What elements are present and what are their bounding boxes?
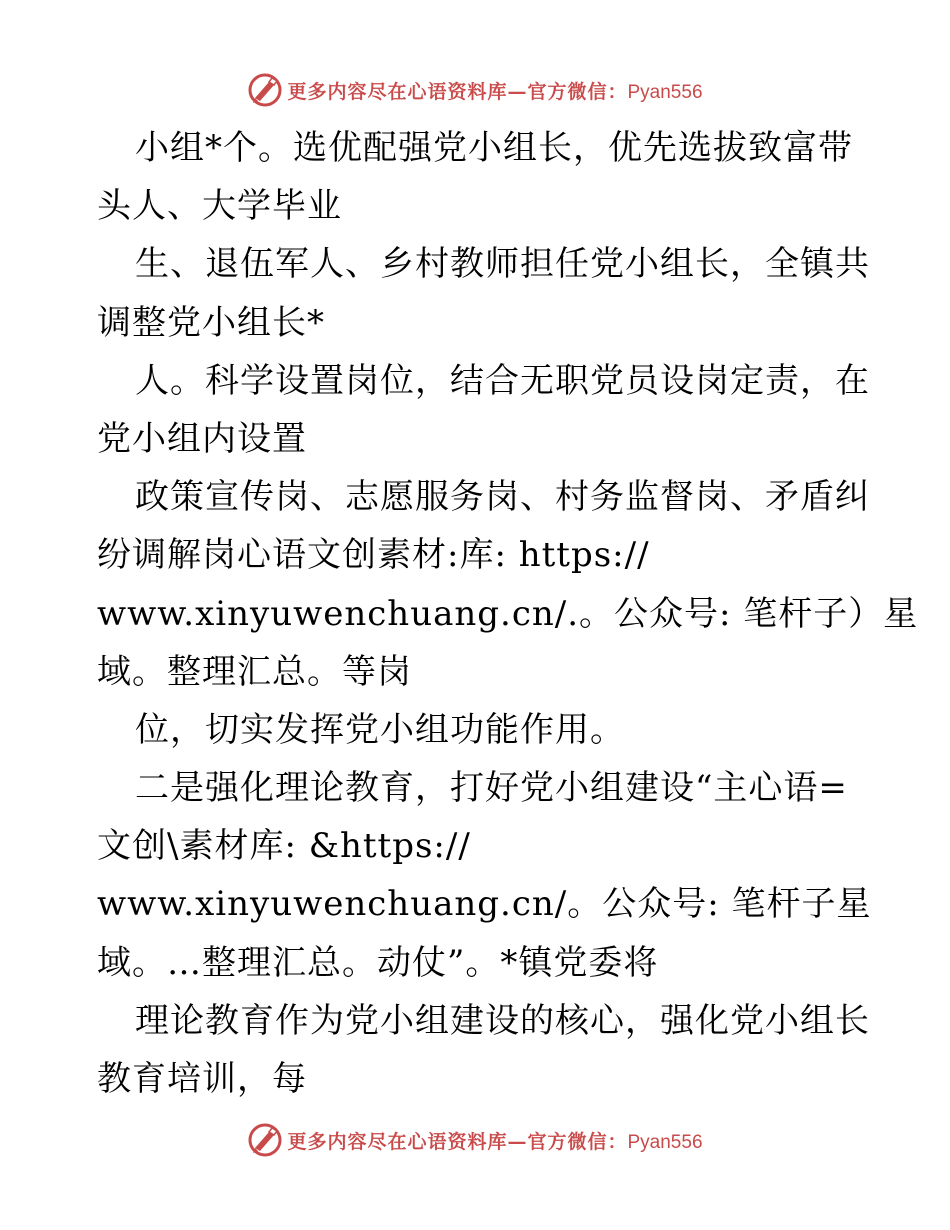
header-banner-text <box>287 77 702 104</box>
pen-logo-icon <box>247 1122 283 1158</box>
body-line-16: 理论教育作为党小组建设的核心，强化党小组长 <box>135 1000 870 1041</box>
body-line-10: 域。整理汇总。等岗 <box>97 651 412 692</box>
footer-banner-contact: Pyan556 <box>627 1131 703 1153</box>
document-body <box>97 119 919 1108</box>
body-line-7: 政策宣传岗、志愿服务岗、村务监督岗、矛盾纠 <box>135 477 870 518</box>
body-line-14: www.xinyuwenchuang.cn/。公众号: 笔杆子星 <box>97 884 872 925</box>
footer-banner-text <box>287 1127 702 1154</box>
body-line-4: 调整党小组长* <box>97 302 325 343</box>
body-line-2: 头人、大学毕业 <box>97 186 342 227</box>
body-line-15: 域。…整理汇总。动仗”。*镇党委将 <box>97 942 659 983</box>
footer-watermark-banner <box>0 1120 950 1160</box>
body-line-1: 小组*个。选优配强党小组长，优先选拔致富带 <box>135 128 853 168</box>
body-line-11: 位，切实发挥党小组功能作用。 <box>135 709 625 750</box>
header-watermark-banner <box>0 70 950 110</box>
body-line-12: 二是强化理论教育，打好党小组建设“主心语= <box>135 768 848 809</box>
body-line-8: 纷调解岗心语文创素材:库: https:// <box>97 535 650 576</box>
body-line-9: www.xinyuwenchuang.cn/.。公众号: 笔杆子）星 <box>97 593 919 634</box>
body-line-5: 人。科学设置岗位，结合无职党员设岗定责，在 <box>135 360 870 401</box>
footer-banner-message: 更多内容尽在心语资料库—官方微信： <box>287 1130 628 1153</box>
header-banner-contact: Pyan556 <box>627 81 703 103</box>
body-line-3: 生、退伍军人、乡村教师担任党小组长，全镇共 <box>135 244 870 285</box>
pen-logo-icon <box>247 72 283 108</box>
body-line-13: 文创\素材库: &https:// <box>97 826 471 867</box>
header-banner-message: 更多内容尽在心语资料库—官方微信： <box>287 80 628 103</box>
body-line-6: 党小组内设置 <box>97 418 307 459</box>
body-line-17: 教育培训，每 <box>97 1059 307 1099</box>
